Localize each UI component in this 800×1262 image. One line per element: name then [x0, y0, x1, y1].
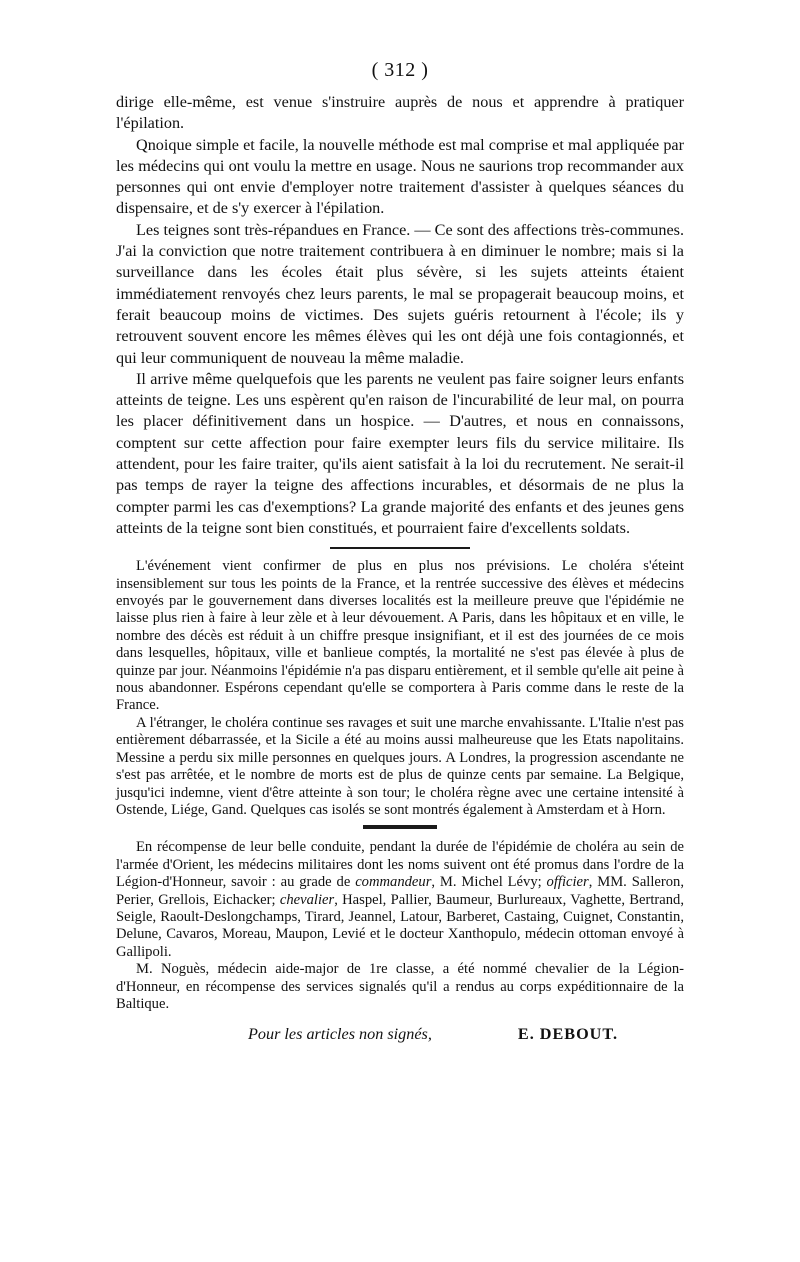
- promotions-text-4: , Haspel, Pallier, Baumeur, Burlureaux, Vaghette, Bertrand, Seigle, Raoult-Deslongchamps, Tirard, Jeannel, Latour, Barberet, Castaing, Cuignet, Constantin, Delune, Cavaros, Moreau, Maupon, Levié et le docteur Xanthopulo, médecin ottoman envoyé à Gallipoli.: [116, 891, 684, 960]
- promotions-text-1: En récompense de leur belle conduite, pendant la durée de l'épidémie de choléra au sein de l'armée d'Orient, les médecins militaires dont les noms suivent ont été promus dans l'ordre de la Légion-d'Honneur, savoir : au grade de: [116, 839, 684, 891]
- rank-chevalier: chevalier: [279, 891, 335, 908]
- paragraph-cholera-etranger: A l'étranger, le choléra continue ses ravages et suit une marche envahissante. L'Italie n'est pas entièrement débarrassée, et la Sicile a été au moins aussi malheureuse que les Etats napolitains. Messine a perdu six mille personnes en quelques jours. A Londres, la progression ascendante ne s'est pas arrêtée, et le nombre de morts est de plus de quinze cents par semaine. La Belgique, jusqu'ici indemne, vient d'être atteinte à son tour; le choléra règne avec une certaine intensité à Ostende, Liége, Gand. Quelques cas isolés se sont montrés également à Amsterdam et à Horn.: [116, 714, 684, 818]
- paragraph-parents: Il arrive même quelquefois que les parents ne veulent pas faire soigner leurs enfants atteints de teigne. Les uns espèrent qu'en raison de l'incurabilité de leur mal, on pourra les placer définitivement dans un hospice. — D'autres, et nous en connaissons, comptent sur cette affection pour faire exempter leurs fils du service militaire. Ils attendent, pour les faire traiter, qu'ils aient satisfait à la loi du recrutement. Ne serait-il pas temps de rayer la teigne des affections incurables, et désormais de ne plus la compter parmi les cas d'exemptions? La grande majorité des enfants et des jeunes gens atteints de la teigne sont bien constitués, et pourraient faire d'excellents soldats.: [116, 369, 684, 537]
- section-divider-short: [363, 825, 437, 829]
- rank-commandeur: commandeur: [355, 874, 432, 891]
- page-number: ( 312 ): [371, 59, 429, 81]
- signature-label: Pour les articles non signés,: [248, 1025, 432, 1044]
- paragraph-nogues: M. Noguès, médecin aide-major de 1re classe, a été nommé chevalier de la Légion-d'Honneur, en récompense des services signalés qu'il a rendus au corps expéditionnaire de la Baltique.: [116, 961, 684, 1012]
- section-divider: [330, 547, 470, 549]
- paragraph-teignes: Les teignes sont très-répandues en France. — Ce sont des affections très-communes. J'ai la conviction que notre traitement contribuera à en diminuer le nombre; mais si la surveillance dans les écoles était plus sévère, si les sujets atteints étaient immédiatement renvoyés chez leurs parents, le mal se propagerait beaucoup moins, et ferait beaucoup moins de victimes. Des sujets guéris retournent à l'école; ils y retrouvent souvent encore les mêmes élèves qui les ont déjà une fois contagionnés, et qui leur communiquent de nouveau la même maladie.: [116, 220, 684, 367]
- paragraph-cholera-france: L'événement vient confirmer de plus en plus nos prévisions. Le choléra s'éteint insensiblement sur tous les points de la France, et la rentrée successive des élèves et médecins envoyés par le gouvernement dans diverses localités est la meilleure preuve que l'épidémie ne laisse plus rien à faire à leur zèle et à leur dévouement. A Paris, dans les hôpitaux et en ville, le nombre des décès est réduit à un chiffre presque insignifiant, et il est des journées de ce mois dans lesquelles, hôpitaux, ville et banlieue comptés, la mortalité ne s'est pas élevée à plus de quinze par jour. Néanmoins l'épidémie n'a pas disparu entièrement, et il semble qu'elle ait peine à nous abandonner. Espérons cependant qu'elle se comportera à Paris comme dans le reste de la France.: [116, 558, 684, 714]
- journal-page: [116, 58, 684, 1045]
- promotions-text-3: , MM. Salleron, Perier, Grellois, Eichacker;: [116, 874, 684, 908]
- section-cholera: [116, 558, 684, 819]
- section-epilation: [116, 92, 684, 539]
- section-honneur: [116, 839, 684, 1013]
- paragraph-method: Qnoique simple et facile, la nouvelle méthode est mal comprise et mal appliquée par les médecins qui ont voulu la mettre en usage. Nous ne saurions trop recommander aux personnes qui ont envie d'employer notre traitement d'assister à quelques séances du dispensaire, et de s'y exercer à l'épilation.: [116, 135, 684, 218]
- paragraph-promotions: [116, 839, 684, 961]
- signature-author: E. DEBOUT.: [517, 1025, 619, 1044]
- signature-line: [116, 1023, 684, 1045]
- promotions-text-2: , M. Michel Lévy;: [431, 874, 547, 891]
- rank-officier: officier: [546, 874, 589, 891]
- paragraph-continuation: dirige elle-même, est venue s'instruire auprès de nous et apprendre à pratiquer l'épilation.: [116, 93, 684, 133]
